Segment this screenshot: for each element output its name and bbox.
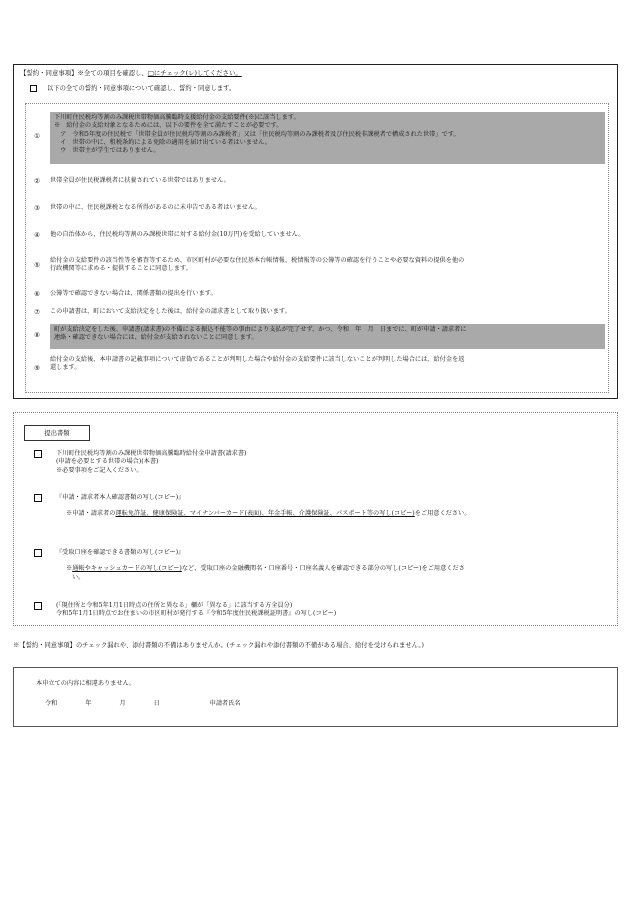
warning-note: ※【誓約・同意事項】のチェック漏れや、添付書類の不備はありませんか。(チェック漏れや添付書類の不備がある場合、給付を受けられません。) (13, 642, 424, 649)
item-text: 世帯の中に、住民税課税となる所得があるのに未申告である者はいません。 (50, 204, 261, 211)
item-number: ⑤ (34, 261, 40, 269)
doc-title: 『受取口座を確認できる書類の写し(コピー)』 (56, 549, 185, 556)
agree-all-checkbox[interactable] (30, 85, 37, 92)
declaration-section (13, 667, 618, 727)
doc-checkbox[interactable] (34, 494, 42, 502)
date-name-line (45, 700, 241, 708)
doc-checkbox[interactable] (34, 450, 42, 458)
item-line: ウ 世帯主が学生ではありません。 (54, 147, 160, 155)
item-number: ③ (34, 204, 40, 212)
documents-tag: 提出書類 (24, 425, 90, 441)
doc-checkbox[interactable] (34, 602, 42, 610)
item-text (50, 112, 605, 164)
item-text: 他の自治体から、住民税均等割のみ課税世帯に対する給付金(10万円)を受給していません。 (50, 231, 305, 238)
item-text (50, 356, 605, 373)
doc-text (56, 602, 611, 619)
agree-all-label: 以下の全ての誓約・同意事項について確認し、誓約・同意します。 (47, 85, 236, 92)
item-text: 公簿等で確認できない場合は、関係書類の提出を行います。 (50, 290, 217, 297)
item-number: ④ (34, 231, 40, 239)
item-line: 連絡・確認できない場合には、給付金が支給されないことに同意します。 (54, 334, 258, 342)
doc-subtitle: (申請を必要とする世帯の場合)(本書) (56, 458, 159, 466)
item-number: ① (34, 132, 40, 140)
item-line: 下川町住民税均等割のみ課税世帯物価高騰臨時支援給付金の支給要件(※)に該当します。 (54, 114, 300, 121)
doc-text (56, 450, 611, 475)
documents-section (13, 412, 618, 626)
item-line: ア 令和5年度の住民税で「世帯全員が住民税均等割のみ課税者」又は「住民税均等割のみ課税者及び住民税非課税者で構成された世帯」です。 (54, 130, 460, 138)
era-label: 令和 (45, 700, 58, 707)
item-line: イ 世帯の中に、租税条約による免除の適用を届け出ている者はいません。 (54, 139, 271, 147)
item-text: この申請書は、町において支給決定をした後は、給付金の請求書として取り扱います。 (50, 308, 291, 315)
doc-item-tax-cert (34, 602, 609, 624)
item-line: 行政機関等に求める・提供することに同意します。 (50, 265, 192, 273)
applicant-name-label: 申請者氏名 (209, 700, 241, 707)
pledge-section (13, 64, 618, 399)
pledge-header (20, 69, 242, 78)
declaration-text: 本申立ての内容に相違ありません。 (36, 680, 136, 687)
item-text: 世帯全員が住民税課税者に扶養されている世帯ではありません。 (50, 177, 230, 184)
year-label: 年 (85, 700, 92, 707)
item-number: ⑨ (34, 364, 40, 372)
item-number: ⑦ (34, 308, 40, 316)
doc-note-body: など、受取口座の金融機関名・口座番号・口座名義人を確認できる部分の写し(コピー)をご用意くださ (181, 565, 465, 573)
doc-item-bank (34, 549, 609, 593)
doc-title: 下川町住民税均等割のみ課税世帯物価高騰臨時給付金申請書(請求書) (56, 450, 247, 457)
doc-text (56, 494, 611, 519)
doc-note-cont: い。 (72, 573, 85, 581)
doc-note-suffix: をご用意ください。 (414, 510, 471, 518)
item-text (50, 324, 605, 349)
agree-all-row (30, 85, 235, 94)
doc-note (56, 565, 611, 573)
doc-checkbox[interactable] (34, 549, 42, 557)
doc-note: ※必要事項をご記入ください。 (56, 466, 143, 474)
doc-note-underlined: 通帳やキャッシュカードの写し(コピー) (72, 565, 182, 573)
item-line: 給付金の支給後、本申請書の記載事項について虚偽であることが判明した場合や給付金の支給要件に該当しないことが判明した場合には、給付金を返 (50, 356, 465, 363)
doc-item-application (34, 450, 609, 480)
item-text (50, 257, 605, 274)
item-number: ⑥ (34, 290, 40, 298)
doc-note (56, 510, 611, 518)
doc-note-underlined: 運転免許証、健康保険証、マイナンバーカード(表面)、年金手帳、介護保険証、パスポート等の写し(コピー) (115, 510, 415, 518)
doc-note-prefix: ※ (66, 565, 73, 573)
doc-note-prefix: ※申請・請求者の (66, 510, 116, 518)
doc-title: 令和5年1月1日時点でお住まいの市区町村が発行する『令和5年度住民税課税証明書』の写し(コピー) (56, 610, 337, 618)
item-number: ② (34, 177, 40, 185)
item-line: ※ 給付金の支給対象となるためには、以下の要件を全て満たすことが必要です。 (54, 122, 283, 130)
item-line: 町が支給決定をした後、申請書(請求書)の不備による振込不能等の事由により支払が完了せず、かつ、令和 年 月 日までに、町が申請・請求者に (54, 326, 467, 333)
item-number: ⑧ (34, 331, 40, 339)
pledge-items (25, 103, 609, 393)
item-line: 給付金の支給要件の該当性等を審査等するため、市区町村が必要な住民基本台帳情報、税情報等の公簿等の確認を行うことや必要な資料の提供を他の (50, 257, 465, 264)
doc-title: 『申請・請求者本人確認書類の写し(コピー)』 (56, 494, 185, 501)
doc-item-id (34, 494, 609, 534)
pledge-header-instruction: □にチェック(レ)してください。 (147, 69, 242, 77)
doc-text (56, 549, 611, 582)
day-label: 日 (153, 700, 160, 707)
doc-condition: (「現住所と令和5年1月1日時点の住所と異なる」欄が「異なる」に該当する方全員分) (56, 602, 293, 609)
pledge-header-text: 【誓約・同意事項】※全ての項目を確認し、 (20, 69, 148, 77)
month-label: 月 (119, 700, 126, 707)
item-line: 還します。 (50, 364, 81, 372)
pledge-item-1 (26, 112, 610, 164)
